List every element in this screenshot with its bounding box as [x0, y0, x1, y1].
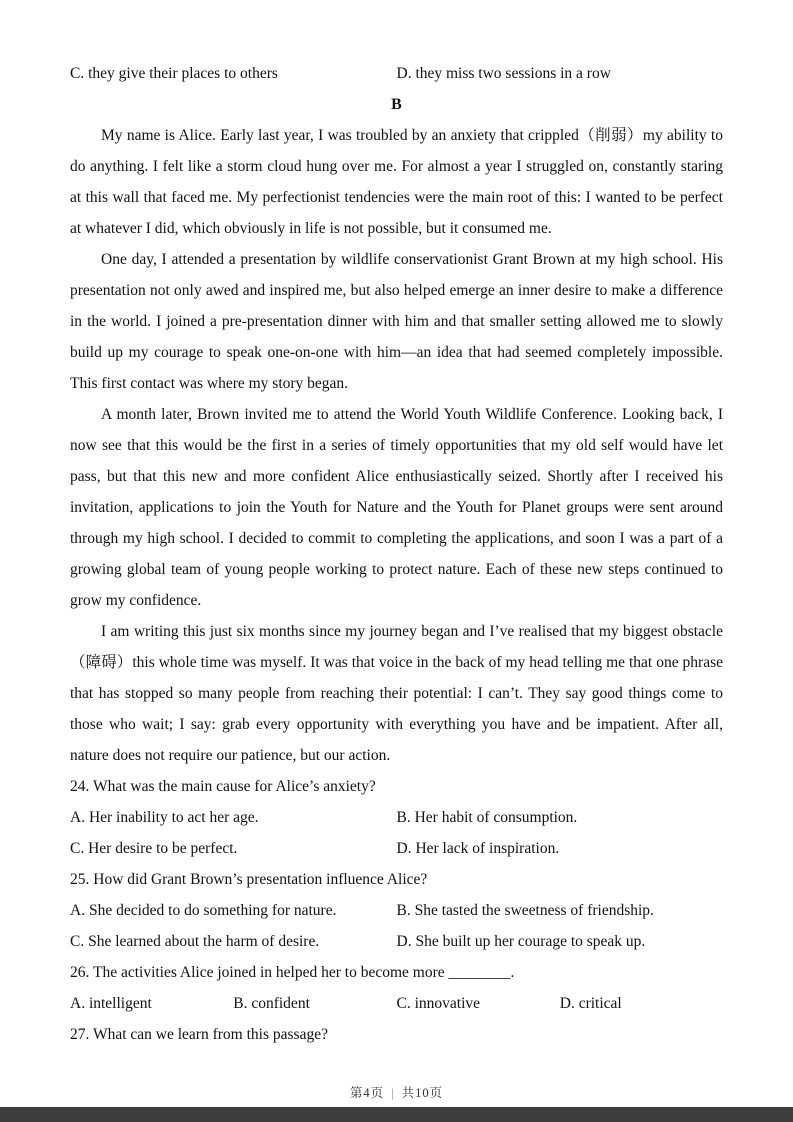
question-25-stem: 25. How did Grant Brown’s presentation influence Alice? [70, 871, 428, 888]
passage-paragraph-1: My name is Alice. Early last year, I was troubled by an anxiety that crippled（削弱）my ability to do anything. I felt like a storm cloud hung over me. For almost a year I struggled on, constantly staring at this wall that faced me. My perfectionist tendencies were the main root of this: I wanted to be perfect at whatever I did, which obviously in life is not possible, but it consumed me. [70, 127, 723, 237]
q26-option-c: C. innovative [396, 995, 481, 1012]
q25-option-c: C. She learned about the harm of desire. [70, 933, 320, 950]
q26-option-b: B. confident [233, 995, 310, 1012]
q25-option-a: A. She decided to do something for nature. [70, 902, 337, 919]
section-b-heading: B [391, 96, 402, 113]
passage-paragraph-2: One day, I attended a presentation by wildlife conservationist Grant Brown at my high school. His presentation not only awed and inspired me, but also helped emerge an inner desire to make a difference in the world. I joined a pre-presentation dinner with him and that smaller setting allowed me to slowly build up my courage to speak one-on-one with him—an idea that had seemed completely impossible. This first contact was where my story began. [70, 251, 723, 392]
question-24-options [70, 802, 723, 864]
q25-option-b: B. She tasted the sweetness of friendship. [396, 902, 654, 919]
question-26-stem: 26. The activities Alice joined in helped her to become more ________. [70, 964, 515, 981]
question-24-stem: 24. What was the main cause for Alice’s anxiety? [70, 778, 376, 795]
prev-option-d: D. they miss two sessions in a row [396, 65, 611, 82]
q25-option-d: D. She built up her courage to speak up. [396, 933, 646, 950]
footer-page-number: 第4页 [349, 1086, 385, 1100]
prev-option-c: C. they give their places to others [70, 65, 278, 82]
q26-option-d: D. critical [559, 995, 622, 1012]
passage-paragraph-3: A month later, Brown invited me to attend the World Youth Wildlife Conference. Looking back, I now see that this would be the first in a series of timely opportunities that my old self would have let pass, but that this new and more confident Alice enthusiastically seized. Shortly after I received his invitation, applications to join the Youth for Nature and the Youth for Planet groups were sent around through my high school. I decided to commit to completing the applications, and soon I was a part of a growing global team of young people working to protect nature. Each of these new steps continued to grow my confidence. [70, 406, 723, 609]
q24-option-c: C. Her desire to be perfect. [70, 840, 238, 857]
footer-total-pages: 共10页 [401, 1086, 444, 1100]
question-25-options [70, 895, 723, 957]
previous-question-options-row [70, 58, 723, 89]
page-footer [0, 1083, 793, 1101]
passage-paragraph-4: I am writing this just six months since my journey began and I’ve realised that my biggest obstacle（障碍）this whole time was myself. It was that voice in the back of my head telling me that one phrase that has stopped so many people from reaching their potential: I can’t. They say good things come to those who wait; I say: grab every opportunity with everything you have and be impatient. After all, nature does not require our patience, but our action. [70, 623, 723, 764]
q24-option-a: A. Her inability to act her age. [70, 809, 259, 826]
q26-option-a: A. intelligent [70, 995, 152, 1012]
q24-option-d: D. Her lack of inspiration. [396, 840, 560, 857]
q24-option-b: B. Her habit of consumption. [396, 809, 578, 826]
question-26-options [70, 988, 723, 1019]
bottom-edge-bar [0, 1107, 793, 1122]
question-27-stem: 27. What can we learn from this passage? [70, 1026, 328, 1043]
footer-separator: | [391, 1086, 395, 1100]
